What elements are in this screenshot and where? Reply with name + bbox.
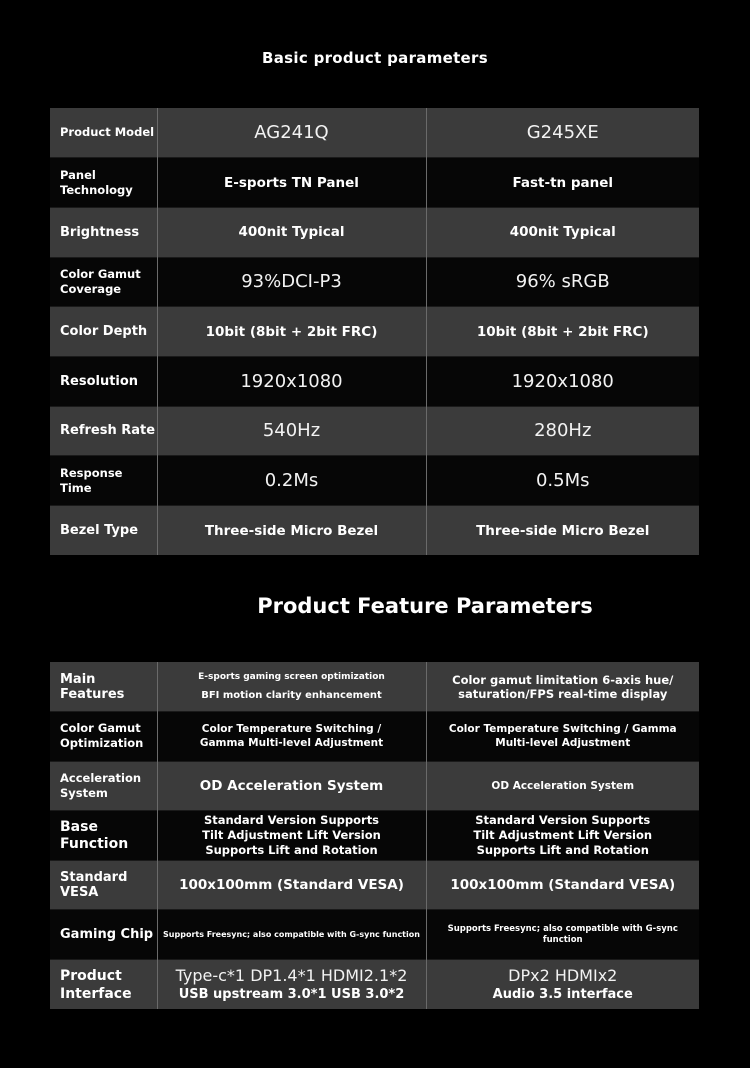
table-row-color-gamut-optimization (50, 712, 699, 762)
row-label: Color Gamut Coverage (50, 257, 157, 307)
row-label: Acceleration System (50, 761, 157, 811)
row-label: Resolution (50, 356, 157, 406)
cell-col1: 100x100mm (Standard VESA) (157, 860, 426, 910)
table-row-brightness (50, 207, 699, 257)
cell-col1 (157, 662, 426, 712)
table-row-gaming-chip (50, 910, 699, 960)
row-label: Response Time (50, 456, 157, 506)
row-label: Color Gamut Optimization (50, 712, 157, 762)
cell-line: Supports Lift and Rotation (476, 843, 649, 858)
row-label: Brightness (50, 207, 157, 257)
cell-line: saturation/FPS real-time display (458, 686, 668, 701)
section-title-basic: Basic product parameters (262, 49, 488, 67)
cell-line: BFI motion clarity enhancement (201, 690, 382, 702)
cell-col2 (426, 662, 699, 712)
cell-col1: E-sports TN Panel (157, 158, 426, 208)
cell-col1: 400nit Typical (157, 207, 426, 257)
table-row-panel-technology (50, 158, 699, 208)
row-label: Gaming Chip (50, 910, 157, 960)
section-title-features: Product Feature Parameters (257, 594, 593, 618)
cell-col1: 10bit (8bit + 2bit FRC) (157, 307, 426, 357)
cell-col1: OD Acceleration System (157, 761, 426, 811)
table-row-standard-vesa (50, 860, 699, 910)
table-row-response-time (50, 456, 699, 506)
table-row-product-interface (50, 960, 699, 1010)
cell-col2: Fast-tn panel (426, 158, 699, 208)
cell-line: function (542, 934, 583, 945)
cell-line: DPx2 HDMIx2 (508, 965, 618, 985)
cell-col2: 1920x1080 (426, 356, 699, 406)
row-label: Main Features (50, 662, 157, 712)
cell-col2: 280Hz (426, 406, 699, 456)
cell-line: Supports Freesync; also compatible with G-sync (447, 923, 678, 934)
cell-col2: 400nit Typical (426, 207, 699, 257)
table-row-acceleration-system (50, 761, 699, 811)
row-label: Color Depth (50, 307, 157, 357)
cell-col1: Supports Freesync; also compatible with G-sync function (157, 910, 426, 960)
cell-col1: 93%DCI-P3 (157, 257, 426, 307)
cell-line: Multi-level Adjustment (495, 737, 631, 750)
table-row-color-depth (50, 307, 699, 357)
cell-col2 (426, 811, 699, 861)
cell-line: Standard Version Supports (203, 813, 380, 828)
model-ag241q: AG241Q (157, 108, 426, 158)
table-row-refresh-rate (50, 406, 699, 456)
cell-line: USB upstream 3.0*1 USB 3.0*2 (178, 986, 405, 1002)
table-row-color-gamut (50, 257, 699, 307)
basic-parameters-table (50, 108, 699, 555)
cell-col2 (426, 910, 699, 960)
model-g245xe: G245XE (426, 108, 699, 158)
cell-line: Color gamut limitation 6-axis hue/ (452, 672, 674, 687)
cell-line: Color Temperature Switching / (201, 723, 382, 736)
row-label: Refresh Rate (50, 406, 157, 456)
row-label: Standard VESA (50, 860, 157, 910)
row-label: Base Function (50, 811, 157, 861)
cell-col1: 540Hz (157, 406, 426, 456)
table-row-resolution (50, 356, 699, 406)
table-row-main-features (50, 662, 699, 712)
cell-col1: Three-side Micro Bezel (157, 506, 426, 556)
cell-col1: 0.2Ms (157, 456, 426, 506)
cell-line: Audio 3.5 interface (492, 986, 633, 1002)
cell-line: Gamma Multi-level Adjustment (199, 737, 384, 750)
cell-line: Type-c*1 DP1.4*1 HDMI2.1*2 (175, 965, 408, 985)
cell-line: Standard Version Supports (475, 813, 651, 828)
cell-col2: 0.5Ms (426, 456, 699, 506)
cell-col2: Three-side Micro Bezel (426, 506, 699, 556)
cell-col2: OD Acceleration System (426, 761, 699, 811)
row-label: Bezel Type (50, 506, 157, 556)
cell-col1: 1920x1080 (157, 356, 426, 406)
cell-col1 (157, 811, 426, 861)
cell-col2 (426, 960, 699, 1010)
cell-col2: 10bit (8bit + 2bit FRC) (426, 307, 699, 357)
cell-line: Tilt Adjustment Lift Version (473, 828, 653, 843)
cell-col2 (426, 712, 699, 762)
cell-line: E-sports gaming screen optimization (198, 672, 385, 683)
cell-col1 (157, 960, 426, 1010)
table-row-base-function (50, 811, 699, 861)
cell-col1 (157, 712, 426, 762)
table-row-product-model (50, 108, 699, 158)
row-label: Product Interface (50, 960, 157, 1010)
cell-line: Tilt Adjustment Lift Version (202, 828, 381, 843)
cell-col2: 96% sRGB (426, 257, 699, 307)
cell-col2: 100x100mm (Standard VESA) (426, 860, 699, 910)
feature-parameters-table (50, 662, 699, 1009)
cell-line: Color Temperature Switching / Gamma (448, 723, 677, 736)
table-row-bezel-type (50, 506, 699, 556)
row-label: Product Model (50, 108, 157, 158)
row-label: Panel Technology (50, 158, 157, 208)
cell-line: Supports Lift and Rotation (205, 843, 378, 858)
